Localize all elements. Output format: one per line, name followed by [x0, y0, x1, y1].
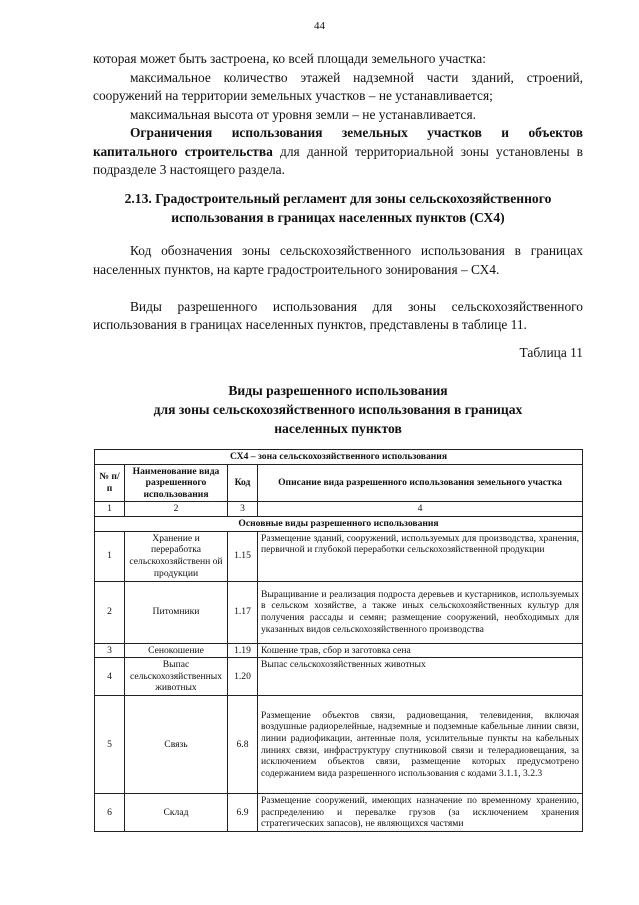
row-num: 6 — [95, 794, 125, 832]
col-number-4: 4 — [258, 502, 583, 517]
table-title-line-3: населенных пунктов — [274, 421, 402, 436]
group-header-row — [95, 516, 583, 531]
table-row — [95, 581, 583, 643]
row-desc: Выращивание и реализация подроста деревьев и кустарников, используемых в сельском хозяйстве, а также иных сельскохозяйственных культур для получения рассады и семян; размещение сооружений, необходимых для указанных видов сельскохозяйственного производства — [258, 581, 583, 643]
row-desc: Выпас сельскохозяйственных животных — [258, 658, 583, 696]
row-code: 1.20 — [228, 658, 258, 696]
section-title: 2.13. Градостроительный регламент для зоны сельскохозяйственного использования в границах населенных пунктов (СХ4) — [124, 191, 552, 225]
table-row — [95, 531, 583, 581]
floors-paragraph: максимальное количество этажей надземной части зданий, строений, сооружений на территории земельных участков – не устанавливается; — [93, 69, 583, 103]
row-num: 4 — [95, 658, 125, 696]
header-code: Код — [228, 464, 258, 502]
row-name: Сенокошение — [125, 643, 228, 658]
row-code: 1.19 — [228, 643, 258, 658]
restrictions-bold-text: Ограничения использования земельных участков и объектов капитального строительства — [93, 125, 583, 159]
row-name: Питомники — [125, 581, 228, 643]
header-name: Наименование вида разрешенного использования — [125, 464, 228, 502]
restrictions-paragraph — [93, 124, 583, 180]
table-row — [95, 658, 583, 696]
row-num: 1 — [95, 531, 125, 581]
intro-line: которая может быть застроена, ко всей площади земельного участка: — [93, 51, 486, 66]
row-desc: Кошение трав, сбор и заготовка сена — [258, 643, 583, 658]
restrictions-text: для данной территориальной зоны установлены в подразделе 3 настоящего раздела. — [93, 143, 583, 177]
col-number-3: 3 — [228, 502, 258, 517]
table-row — [95, 794, 583, 832]
group-header-cell: Основные виды разрешенного использования — [95, 516, 583, 531]
column-header-row — [95, 464, 583, 502]
table-title-line-1: Виды разрешенного использования — [228, 383, 448, 398]
col-number-2: 2 — [125, 502, 228, 517]
row-desc: Размещение зданий, сооружений, используемых для производства, хранения, первичной и глубокой переработки сельскохозяйственной продукции — [258, 531, 583, 581]
row-code: 6.8 — [228, 696, 258, 794]
table-title — [93, 381, 583, 438]
row-desc: Размещение объектов связи, радиовещания, телевидения, включая воздушные радиорелейные, надземные и подземные кабельные линии связи, линии радиофикации, антенные поля, усилительные пункты на кабельных линиях связи, инфраструктуру спутниковой связи и телерадиовещания, за исключением объектов связи, размещение которых предусмотрено содержанием вида разрешенного использования с кодами 3.1.1, 3.2.3 — [258, 696, 583, 794]
table-title-line-2: для зоны сельскохозяйственного использования в границах — [153, 402, 523, 417]
row-desc: Размещение сооружений, имеющих назначение по временному хранению, распределению и перевалке грузов (за исключением хранения стратегических запасов), не являющихся частями — [258, 794, 583, 832]
column-number-row — [95, 502, 583, 517]
row-name: Выпас сельскохозяйственных животных — [125, 658, 228, 696]
page-number: 44 — [314, 20, 325, 32]
row-num: 3 — [95, 643, 125, 658]
row-num: 2 — [95, 581, 125, 643]
col-number-1: 1 — [95, 502, 125, 517]
row-code: 1.15 — [228, 531, 258, 581]
table-row — [95, 696, 583, 794]
table-caption: Таблица 11 — [519, 345, 583, 360]
header-num: № п/п — [95, 464, 125, 502]
zone-header-row — [95, 450, 583, 465]
table-row — [95, 643, 583, 658]
row-name: Склад — [125, 794, 228, 832]
height-paragraph: максимальная высота от уровня земли – не устанавливается. — [130, 106, 476, 122]
row-code: 1.17 — [228, 581, 258, 643]
permitted-uses-paragraph: Виды разрешенного использования для зоны сельскохозяйственного использования в границах населенных пунктов, представлены в таблице 11. — [93, 298, 583, 332]
header-desc: Описание вида разрешенного использования земельного участка — [258, 464, 583, 502]
row-code: 6.9 — [228, 794, 258, 832]
row-name: Хранение и переработка сельскохозяйственн ой продукции — [125, 531, 228, 581]
zone-code-paragraph: Код обозначения зоны сельскохозяйственного использования в границах населенных пунктов, на карте градостроительного зонирования – СХ4. — [93, 243, 583, 277]
zone-header-cell: СХ4 – зона сельскохозяйственного использования — [95, 450, 583, 465]
permitted-uses-table — [94, 449, 583, 832]
row-num: 5 — [95, 696, 125, 794]
row-name: Связь — [125, 696, 228, 794]
